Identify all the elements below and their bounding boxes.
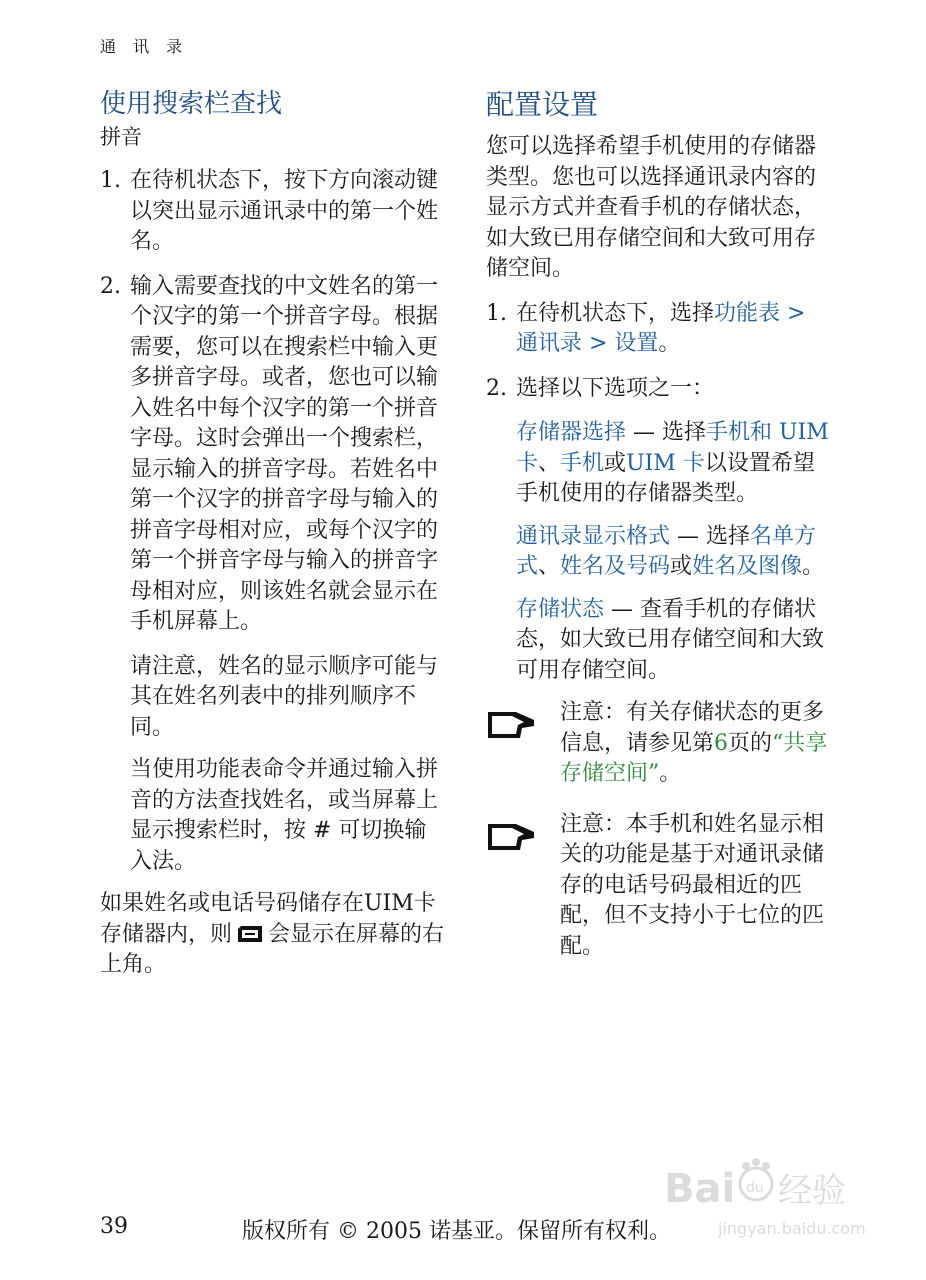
option-desc: — 查看手机的存储状态，如大致已用存储空间和大致可用存储空间。	[516, 596, 825, 683]
uim-text-after: 会显示在屏幕的右上角。	[100, 921, 445, 977]
step-text-end: 。	[658, 331, 681, 356]
uim-text-before: 如果姓名或电话号码储存在UIM卡存储器内，则	[100, 891, 436, 947]
option-value-list[interactable]: 名单方式	[516, 523, 817, 579]
note-pointing-hand-icon	[486, 820, 536, 854]
option-memory	[486, 418, 831, 510]
step-number: 1.	[486, 300, 507, 326]
note-pointing-hand-icon	[486, 708, 536, 742]
section-title-search: 使用搜索栏查找	[100, 89, 283, 119]
option-sep: — 选择	[626, 420, 707, 445]
option-value-uim[interactable]: UIM 卡	[626, 450, 705, 476]
watermark-cn: 经验	[778, 1171, 846, 1211]
option-name-memory-status[interactable]: 存储状态	[516, 596, 605, 622]
step-text: 输入需要查找的中文姓名的第一个汉字的第一个拼音字母。根据需要，您可以在搜索栏中输入更多拼音字母。或者，您也可以输入姓名中每个汉字的第一个拼音字母。这时会弹出一个搜索栏，显示输入的拼音字母。若姓名中第一个汉字的拼音字母与输入的拼音字母相对应，或每个汉字的第一个拼音字母与输入的拼音字母相对应，则该姓名就会显示在手机屏幕上。	[130, 273, 439, 634]
step-text: 在待机状态下，选择	[516, 300, 715, 326]
left-column	[100, 88, 445, 995]
option-sep: 、	[538, 554, 561, 579]
option-name-memory[interactable]: 存储器选择	[516, 420, 627, 445]
config-intro: 您可以选择希望手机使用的存储器类型。您也可以选择通讯录内容的显示方式并查看手机的存储状态，如大致已用存储空间和大致可用存储空间。	[486, 134, 817, 281]
note-label: 注意：	[560, 700, 627, 725]
note-box	[486, 810, 831, 963]
option-name-display-format[interactable]: 通讯录显示格式	[516, 523, 671, 549]
option-value-name-number[interactable]: 姓名及号码	[560, 554, 671, 579]
option-sep: — 选择	[670, 523, 751, 549]
sim-card-icon	[236, 922, 264, 940]
step-number: 2.	[100, 273, 121, 299]
list-item	[486, 374, 831, 405]
copyright-notice: 版权所有 © 2005 诺基亚。保留所有权利。	[242, 1219, 671, 1244]
option-sep: 或	[604, 450, 627, 476]
watermark-url: jingyan.baidu.com	[718, 1219, 866, 1238]
step-text: 在待机状态下，按下方向滚动键以突出显示通讯录中的第一个姓名。	[130, 168, 439, 254]
option-value-phone[interactable]: 手机	[560, 450, 605, 476]
note-text: 有关存储状态的更多信息，请参见第	[560, 700, 825, 756]
running-header: 通 讯 录	[100, 37, 189, 56]
note-text-end: 。	[659, 761, 682, 786]
note-label: 注意：	[560, 811, 627, 837]
watermark-brand: Bai	[664, 1166, 736, 1212]
subsection-pinyin: 拼音	[100, 125, 142, 149]
order-note: 请注意，姓名的显示顺序可能与其在姓名列表中的排列顺序不同。	[130, 653, 439, 740]
note-text: 本手机和姓名显示相关的功能是基于对通讯录储存的电话号码最相近的匹配，但不支持小于七位的匹配。	[560, 811, 825, 959]
input-method-note: 当使用功能表命令并通过输入拼音的方法查找姓名，或当屏幕上显示搜索栏时，按 # 可切换输入法。	[130, 757, 439, 874]
step-number: 2.	[486, 375, 507, 401]
option-value-phone-and-uim[interactable]: 手机和 UIM 卡	[516, 420, 829, 476]
note-text: 页的	[728, 730, 773, 756]
list-item	[486, 299, 831, 360]
option-sep: 、	[538, 450, 561, 476]
option-desc: 以设置希望手机使用的存储器类型。	[516, 450, 815, 506]
option-value-name-image[interactable]: 姓名及图像	[692, 554, 803, 579]
page-reference[interactable]: 6	[714, 730, 729, 756]
shared-memory-reference[interactable]: “共享存储空间”	[560, 730, 828, 786]
step-number: 1.	[100, 168, 121, 193]
list-item	[100, 166, 445, 258]
option-sep: 或	[670, 554, 693, 579]
option-memory-status	[486, 595, 831, 687]
option-desc: 。	[802, 554, 825, 579]
note-box	[486, 698, 831, 790]
watermark-brand-du: du	[746, 1180, 764, 1196]
uim-paragraph	[100, 889, 445, 981]
step-text: 选择以下选项之一：	[516, 375, 715, 401]
page-number: 39	[100, 1214, 128, 1239]
right-column	[486, 88, 831, 982]
section-title-config: 配置设置	[486, 88, 599, 121]
list-item	[100, 272, 445, 638]
baidu-watermark	[660, 1148, 870, 1248]
menu-path-link[interactable]: 功能表 > 通讯录 > 设置	[516, 300, 806, 356]
option-display-format	[486, 522, 831, 583]
